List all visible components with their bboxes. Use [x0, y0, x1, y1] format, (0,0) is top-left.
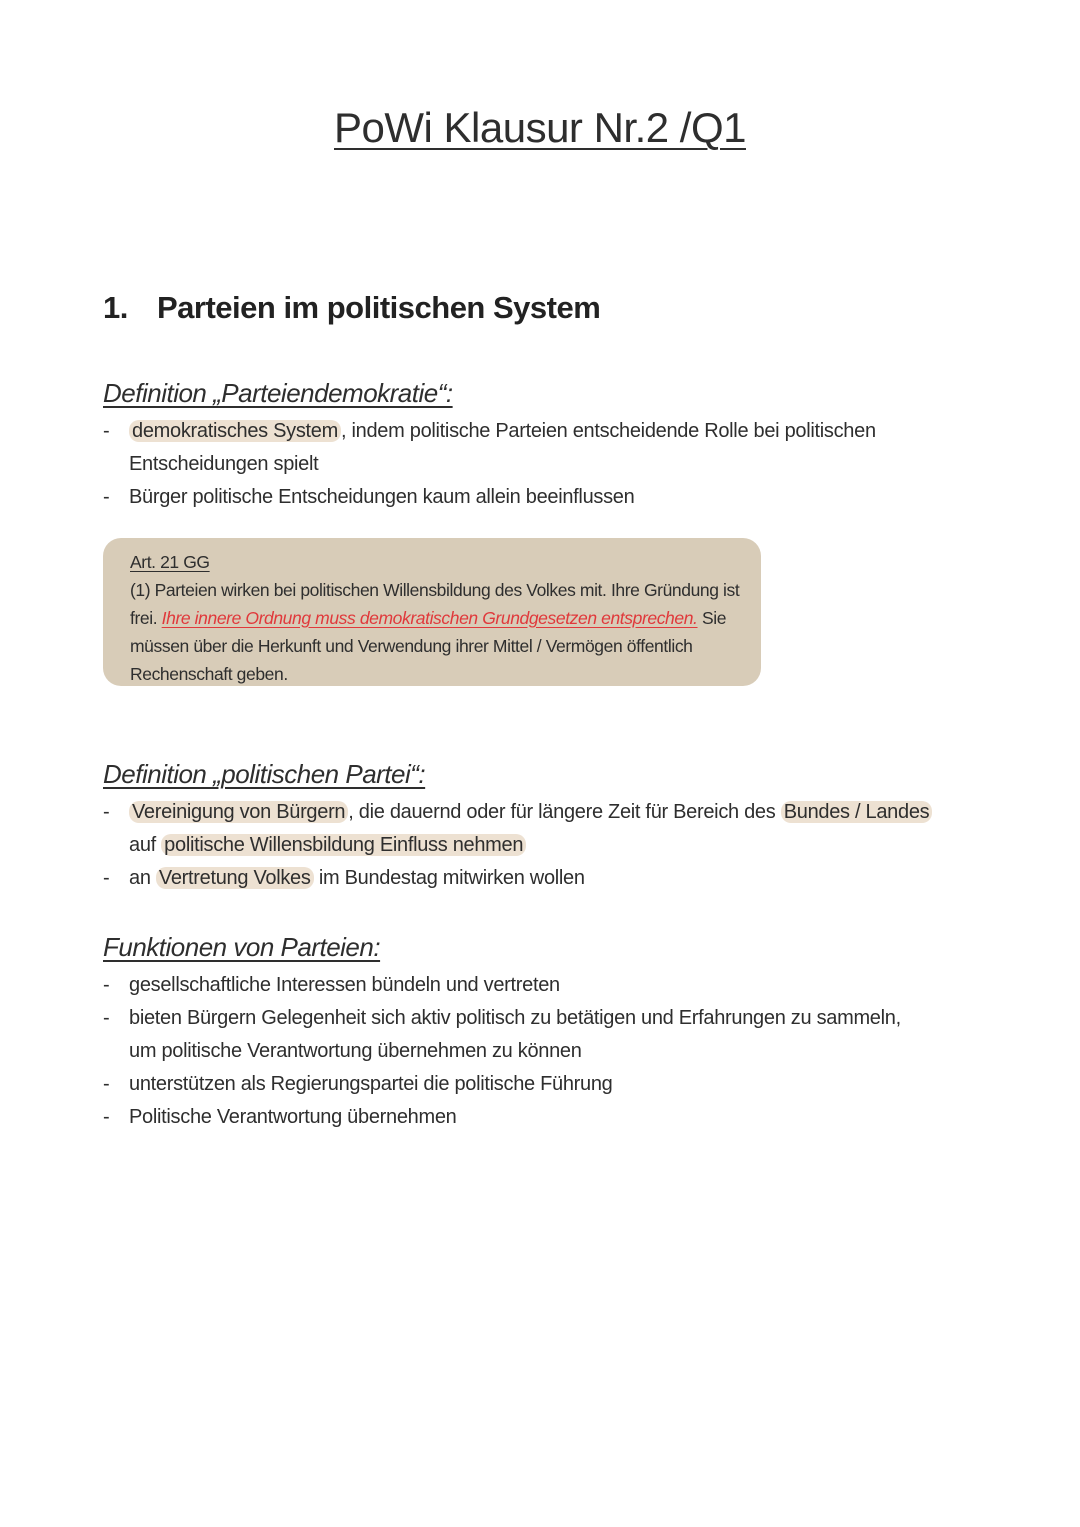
article-text-highlighted: Ihre innere Ordnung muss demokratischen Grundgesetzen entsprechen. — [161, 608, 698, 628]
highlight: politische Willensbildung Einfluss nehmen — [161, 834, 526, 856]
section-heading — [103, 290, 600, 326]
article-21-box — [103, 538, 761, 686]
article-label: Art. 21 GG — [130, 552, 210, 572]
definition-partei-list — [103, 796, 953, 895]
list-item — [103, 796, 953, 862]
highlight: demokratisches System — [129, 420, 341, 442]
list-item-text: , die dauernd oder für längere Zeit für Bereich des — [348, 801, 781, 823]
list-item-text: im Bundestag mitwirken wollen — [313, 867, 585, 889]
definition-parteiendemokratie-heading: Definition „Parteiendemokratie“: — [103, 378, 453, 408]
highlight: Vertretung Volkes — [156, 867, 314, 889]
page-title — [0, 104, 1080, 152]
list-item-text: Bürger politische Entscheidungen kaum allein beeinflussen — [129, 486, 635, 508]
section-heading-text: Parteien im politischen System — [157, 290, 601, 325]
list-item: - unterstützen als Regierungspartei die politische Führung — [103, 1068, 933, 1101]
page-title-text: PoWi Klausur Nr.2 /Q1 — [334, 104, 746, 151]
list-item — [103, 415, 933, 481]
list-item — [103, 862, 953, 895]
list-item — [103, 481, 933, 514]
article-text-1: (1) Parteien wirken bei politischen Willensbildung des Volkes mit. Ihre Gründung ist frei. — [130, 580, 740, 628]
definition-parteiendemokratie-list — [103, 415, 933, 514]
list-item: - Politische Verantwortung übernehmen — [103, 1101, 933, 1134]
list-item: - bieten Bürgern Gelegenheit sich aktiv politisch zu betätigen und Erfahrungen zu sammeln, um politische Verantwortung übernehmen zu können — [103, 1002, 933, 1068]
article-text-2: Sie müssen über die Herkunft und Verwendung ihrer Mittel / Vermögen öffentlich Rechenschaft geben. — [130, 608, 727, 684]
funktionen-heading: Funktionen von Parteien: — [103, 932, 381, 962]
list-item-text: , indem politische Parteien entscheidende Rolle bei politischen Entscheidungen spielt — [129, 420, 876, 475]
definition-partei-heading: Definition „politischen Partei“: — [103, 759, 426, 789]
funktionen-list — [103, 969, 933, 1134]
section-number: 1. — [103, 290, 128, 325]
highlight: Bundes / Landes — [781, 801, 933, 823]
list-item: - gesellschaftliche Interessen bündeln und vertreten — [103, 969, 933, 1002]
list-item-text: an — [129, 867, 156, 889]
list-item-text: auf — [129, 834, 162, 856]
highlight: Vereinigung von Bürgern — [129, 801, 348, 823]
